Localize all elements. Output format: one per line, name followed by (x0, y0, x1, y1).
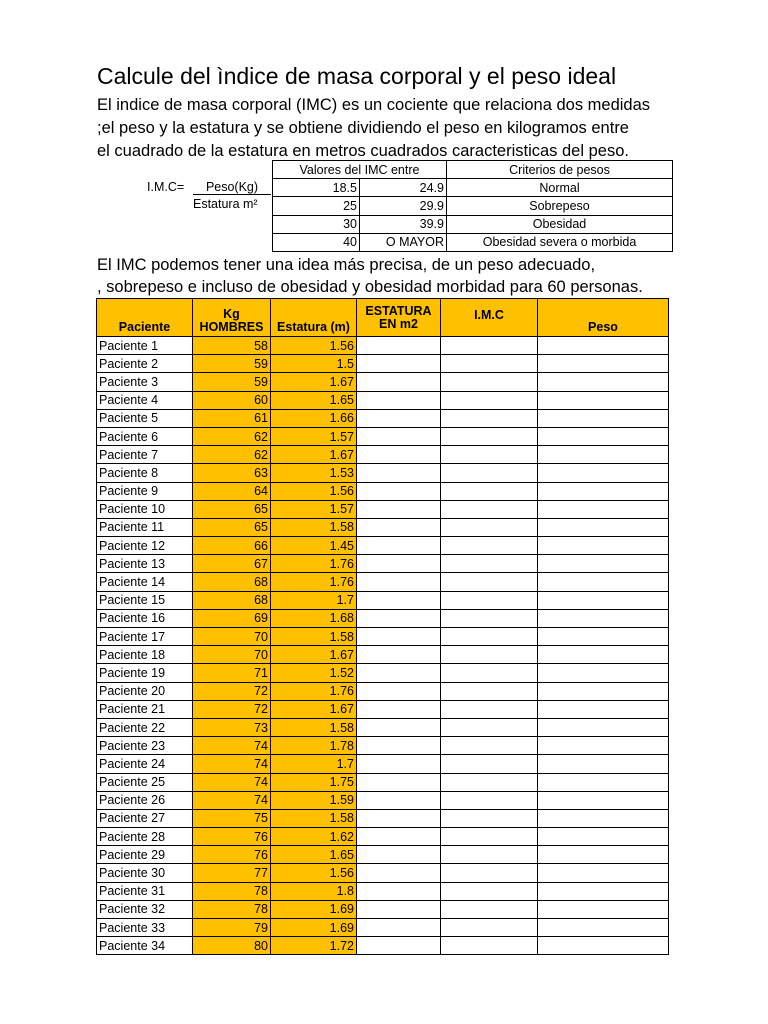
cell-paciente: Paciente 13 (97, 555, 193, 573)
cell-estatura-m2[interactable] (357, 700, 441, 718)
cell-imc[interactable] (441, 919, 538, 937)
cell-estatura: 1.78 (271, 737, 357, 755)
cell-peso[interactable] (538, 828, 669, 846)
cell-peso[interactable] (538, 882, 669, 900)
table-row (97, 555, 669, 573)
criteria-high: 24.9 (360, 179, 447, 197)
cell-paciente: Paciente 23 (97, 737, 193, 755)
cell-estatura-m2[interactable] (357, 591, 441, 609)
cell-paciente: Paciente 18 (97, 646, 193, 664)
table-row (97, 355, 669, 373)
table-row (97, 500, 669, 518)
cell-kg: 79 (193, 919, 271, 937)
cell-imc[interactable] (441, 646, 538, 664)
cell-imc[interactable] (441, 518, 538, 536)
cell-paciente: Paciente 26 (97, 791, 193, 809)
cell-peso[interactable] (538, 573, 669, 591)
criteria-low: 30 (273, 215, 360, 233)
cell-imc[interactable] (441, 537, 538, 555)
cell-kg: 70 (193, 628, 271, 646)
table-row (97, 591, 669, 609)
table-row (97, 791, 669, 809)
criteria-label: Obesidad (447, 215, 673, 233)
cell-peso[interactable] (538, 937, 669, 955)
cell-estatura: 1.52 (271, 664, 357, 682)
cell-peso[interactable] (538, 609, 669, 627)
cell-paciente: Paciente 33 (97, 919, 193, 937)
cell-kg: 65 (193, 518, 271, 536)
cell-peso[interactable] (538, 718, 669, 736)
patients-table (96, 298, 669, 955)
cell-peso[interactable] (538, 409, 669, 427)
criteria-header-row (273, 161, 673, 179)
cell-imc[interactable] (441, 628, 538, 646)
cell-estatura: 1.57 (271, 427, 357, 445)
cell-paciente: Paciente 28 (97, 828, 193, 846)
criteria-criterion-header: Criterios de pesos (447, 161, 673, 179)
criteria-low: 25 (273, 197, 360, 215)
cell-estatura: 1.5 (271, 355, 357, 373)
cell-kg: 75 (193, 809, 271, 827)
cell-kg: 74 (193, 773, 271, 791)
cell-peso[interactable] (538, 628, 669, 646)
cell-peso[interactable] (538, 537, 669, 555)
table-row (97, 391, 669, 409)
cell-imc[interactable] (441, 828, 538, 846)
table-row (97, 737, 669, 755)
cell-imc[interactable] (441, 337, 538, 355)
cell-kg: 78 (193, 882, 271, 900)
cell-estatura: 1.69 (271, 919, 357, 937)
cell-estatura-m2[interactable] (357, 609, 441, 627)
cell-estatura: 1.72 (271, 937, 357, 955)
cell-peso[interactable] (538, 646, 669, 664)
criteria-row (273, 215, 673, 233)
cell-estatura: 1.65 (271, 846, 357, 864)
cell-estatura: 1.56 (271, 482, 357, 500)
intro-line-3: el cuadrado de la estatura en metros cuadrados caracteristicas del peso. (97, 142, 629, 160)
cell-paciente: Paciente 20 (97, 682, 193, 700)
formula-denominator: Estatura m² (193, 197, 258, 211)
cell-paciente: Paciente 16 (97, 609, 193, 627)
table-row (97, 919, 669, 937)
note-line-2: , sobrepeso e incluso de obesidad y obesidad morbidad para 60 personas. (97, 278, 643, 296)
table-row (97, 846, 669, 864)
cell-estatura-m2[interactable] (357, 828, 441, 846)
formula-numerator: Peso(Kg) (193, 180, 271, 195)
cell-imc[interactable] (441, 664, 538, 682)
cell-paciente: Paciente 3 (97, 373, 193, 391)
table-row (97, 900, 669, 918)
cell-estatura: 1.76 (271, 555, 357, 573)
cell-peso[interactable] (538, 591, 669, 609)
cell-peso[interactable] (538, 846, 669, 864)
cell-estatura-m2[interactable] (357, 900, 441, 918)
cell-kg: 64 (193, 482, 271, 500)
cell-peso[interactable] (538, 464, 669, 482)
table-row (97, 700, 669, 718)
cell-paciente: Paciente 5 (97, 409, 193, 427)
formula-lhs: I.M.C= (147, 180, 185, 194)
cell-paciente: Paciente 10 (97, 500, 193, 518)
cell-kg: 60 (193, 391, 271, 409)
criteria-low: 40 (273, 233, 360, 251)
cell-kg: 68 (193, 573, 271, 591)
cell-estatura: 1.67 (271, 373, 357, 391)
cell-kg: 62 (193, 427, 271, 445)
cell-paciente: Paciente 25 (97, 773, 193, 791)
table-row (97, 518, 669, 536)
cell-paciente: Paciente 14 (97, 573, 193, 591)
table-row (97, 482, 669, 500)
table-row (97, 937, 669, 955)
page-title: Calcule del ìndice de masa corporal y el peso ideal (97, 63, 617, 89)
cell-imc[interactable] (441, 809, 538, 827)
cell-peso[interactable] (538, 900, 669, 918)
cell-peso[interactable] (538, 518, 669, 536)
cell-peso[interactable] (538, 391, 669, 409)
cell-imc[interactable] (441, 555, 538, 573)
cell-kg: 61 (193, 409, 271, 427)
cell-estatura-m2[interactable] (357, 355, 441, 373)
cell-imc[interactable] (441, 427, 538, 445)
cell-estatura: 1.65 (271, 391, 357, 409)
cell-imc[interactable] (441, 900, 538, 918)
cell-imc[interactable] (441, 755, 538, 773)
cell-imc[interactable] (441, 573, 538, 591)
cell-peso[interactable] (538, 682, 669, 700)
cell-estatura-m2[interactable] (357, 337, 441, 355)
cell-peso[interactable] (538, 809, 669, 827)
cell-peso[interactable] (538, 482, 669, 500)
cell-peso[interactable] (538, 337, 669, 355)
cell-peso[interactable] (538, 373, 669, 391)
cell-paciente: Paciente 4 (97, 391, 193, 409)
cell-imc[interactable] (441, 355, 538, 373)
cell-peso[interactable] (538, 555, 669, 573)
cell-kg: 80 (193, 937, 271, 955)
cell-kg: 68 (193, 591, 271, 609)
cell-estatura-m2[interactable] (357, 846, 441, 864)
cell-estatura-m2[interactable] (357, 373, 441, 391)
cell-paciente: Paciente 15 (97, 591, 193, 609)
cell-peso[interactable] (538, 791, 669, 809)
cell-estatura-m2[interactable] (357, 882, 441, 900)
table-row (97, 828, 669, 846)
cell-estatura-m2[interactable] (357, 646, 441, 664)
cell-kg: 59 (193, 373, 271, 391)
cell-imc[interactable] (441, 391, 538, 409)
cell-peso[interactable] (538, 500, 669, 518)
intro-line-1: El indice de masa corporal (IMC) es un cociente que relaciona dos medidas (97, 96, 651, 114)
cell-estatura-m2[interactable] (357, 773, 441, 791)
cell-paciente: Paciente 24 (97, 755, 193, 773)
criteria-label: Normal (447, 179, 673, 197)
cell-imc[interactable] (441, 700, 538, 718)
criteria-label: Sobrepeso (447, 197, 673, 215)
cell-imc[interactable] (441, 682, 538, 700)
cell-imc[interactable] (441, 446, 538, 464)
cell-peso[interactable] (538, 664, 669, 682)
cell-imc[interactable] (441, 773, 538, 791)
cell-kg: 58 (193, 337, 271, 355)
cell-estatura-m2[interactable] (357, 464, 441, 482)
cell-imc[interactable] (441, 464, 538, 482)
criteria-high: 29.9 (360, 197, 447, 215)
patients-header-row (97, 299, 669, 337)
cell-estatura: 1.62 (271, 828, 357, 846)
cell-estatura: 1.58 (271, 518, 357, 536)
cell-estatura: 1.58 (271, 628, 357, 646)
table-row (97, 882, 669, 900)
intro-line-2: ;el peso y la estatura y se obtiene dividiendo el peso en kilogramos entre (97, 119, 629, 137)
cell-kg: 67 (193, 555, 271, 573)
cell-estatura: 1.56 (271, 337, 357, 355)
cell-estatura-m2[interactable] (357, 628, 441, 646)
criteria-row (273, 197, 673, 215)
cell-paciente: Paciente 9 (97, 482, 193, 500)
criteria-row (273, 179, 673, 197)
table-row (97, 337, 669, 355)
cell-estatura: 1.58 (271, 718, 357, 736)
cell-kg: 72 (193, 700, 271, 718)
cell-peso[interactable] (538, 446, 669, 464)
table-row (97, 373, 669, 391)
cell-estatura: 1.58 (271, 809, 357, 827)
cell-peso[interactable] (538, 737, 669, 755)
table-row (97, 664, 669, 682)
table-row (97, 573, 669, 591)
cell-kg: 72 (193, 682, 271, 700)
cell-peso[interactable] (538, 864, 669, 882)
cell-estatura-m2[interactable] (357, 864, 441, 882)
cell-kg: 77 (193, 864, 271, 882)
cell-estatura: 1.59 (271, 791, 357, 809)
cell-kg: 66 (193, 537, 271, 555)
cell-imc[interactable] (441, 409, 538, 427)
cell-estatura-m2[interactable] (357, 537, 441, 555)
cell-kg: 76 (193, 846, 271, 864)
table-row (97, 427, 669, 445)
cell-peso[interactable] (538, 355, 669, 373)
cell-peso[interactable] (538, 773, 669, 791)
cell-paciente: Paciente 11 (97, 518, 193, 536)
table-row (97, 464, 669, 482)
cell-estatura: 1.66 (271, 409, 357, 427)
cell-paciente: Paciente 8 (97, 464, 193, 482)
cell-paciente: Paciente 17 (97, 628, 193, 646)
cell-kg: 73 (193, 718, 271, 736)
cell-imc[interactable] (441, 591, 538, 609)
cell-estatura-m2[interactable] (357, 409, 441, 427)
cell-estatura: 1.56 (271, 864, 357, 882)
cell-estatura: 1.69 (271, 900, 357, 918)
cell-kg: 74 (193, 791, 271, 809)
header-paciente: Paciente (97, 299, 193, 337)
cell-estatura: 1.68 (271, 609, 357, 627)
cell-estatura-m2[interactable] (357, 500, 441, 518)
cell-paciente: Paciente 7 (97, 446, 193, 464)
cell-estatura-m2[interactable] (357, 937, 441, 955)
cell-imc[interactable] (441, 791, 538, 809)
cell-estatura-m2[interactable] (357, 573, 441, 591)
table-row (97, 773, 669, 791)
cell-peso[interactable] (538, 700, 669, 718)
cell-estatura: 1.67 (271, 646, 357, 664)
cell-estatura: 1.7 (271, 591, 357, 609)
header-peso: Peso (538, 299, 669, 337)
cell-paciente: Paciente 29 (97, 846, 193, 864)
criteria-high: 39.9 (360, 215, 447, 233)
cell-kg: 59 (193, 355, 271, 373)
cell-paciente: Paciente 21 (97, 700, 193, 718)
cell-imc[interactable] (441, 500, 538, 518)
cell-estatura: 1.76 (271, 682, 357, 700)
cell-paciente: Paciente 22 (97, 718, 193, 736)
cell-imc[interactable] (441, 718, 538, 736)
cell-kg: 69 (193, 609, 271, 627)
table-row (97, 718, 669, 736)
cell-estatura: 1.8 (271, 882, 357, 900)
cell-estatura: 1.57 (271, 500, 357, 518)
criteria-low: 18.5 (273, 179, 360, 197)
table-row (97, 682, 669, 700)
cell-imc[interactable] (441, 864, 538, 882)
cell-paciente: Paciente 31 (97, 882, 193, 900)
cell-kg: 65 (193, 500, 271, 518)
cell-paciente: Paciente 12 (97, 537, 193, 555)
cell-imc[interactable] (441, 737, 538, 755)
cell-imc[interactable] (441, 882, 538, 900)
cell-estatura-m2[interactable] (357, 682, 441, 700)
cell-imc[interactable] (441, 846, 538, 864)
cell-peso[interactable] (538, 919, 669, 937)
table-row (97, 446, 669, 464)
cell-paciente: Paciente 2 (97, 355, 193, 373)
cell-imc[interactable] (441, 937, 538, 955)
cell-estatura: 1.45 (271, 537, 357, 555)
criteria-values-header: Valores del IMC entre (273, 161, 447, 179)
cell-imc[interactable] (441, 609, 538, 627)
cell-imc[interactable] (441, 482, 538, 500)
header-imc: I.M.C (441, 299, 538, 337)
table-row (97, 537, 669, 555)
table-row (97, 809, 669, 827)
table-row (97, 864, 669, 882)
cell-estatura-m2[interactable] (357, 718, 441, 736)
header-kg: Kg HOMBRES (193, 299, 271, 337)
table-row (97, 609, 669, 627)
cell-peso[interactable] (538, 427, 669, 445)
cell-estatura: 1.75 (271, 773, 357, 791)
cell-estatura: 1.7 (271, 755, 357, 773)
table-row (97, 409, 669, 427)
cell-kg: 74 (193, 737, 271, 755)
cell-estatura: 1.76 (271, 573, 357, 591)
cell-estatura-m2[interactable] (357, 791, 441, 809)
cell-estatura-m2[interactable] (357, 427, 441, 445)
cell-kg: 70 (193, 646, 271, 664)
cell-estatura-m2[interactable] (357, 755, 441, 773)
table-row (97, 646, 669, 664)
criteria-row (273, 233, 673, 251)
cell-peso[interactable] (538, 755, 669, 773)
cell-imc[interactable] (441, 373, 538, 391)
header-estatura: Estatura (m) (271, 299, 357, 337)
cell-estatura: 1.67 (271, 446, 357, 464)
cell-estatura-m2[interactable] (357, 518, 441, 536)
cell-estatura-m2[interactable] (357, 391, 441, 409)
cell-paciente: Paciente 6 (97, 427, 193, 445)
cell-estatura-m2[interactable] (357, 919, 441, 937)
table-row (97, 628, 669, 646)
cell-paciente: Paciente 30 (97, 864, 193, 882)
cell-paciente: Paciente 34 (97, 937, 193, 955)
cell-kg: 71 (193, 664, 271, 682)
header-estatura-m2: ESTATURA EN m2 (357, 299, 441, 337)
cell-estatura: 1.67 (271, 700, 357, 718)
cell-paciente: Paciente 27 (97, 809, 193, 827)
cell-estatura-m2[interactable] (357, 446, 441, 464)
cell-kg: 78 (193, 900, 271, 918)
cell-estatura-m2[interactable] (357, 737, 441, 755)
cell-estatura: 1.53 (271, 464, 357, 482)
cell-estatura-m2[interactable] (357, 482, 441, 500)
cell-estatura-m2[interactable] (357, 809, 441, 827)
cell-estatura-m2[interactable] (357, 555, 441, 573)
cell-estatura-m2[interactable] (357, 664, 441, 682)
cell-kg: 63 (193, 464, 271, 482)
cell-paciente: Paciente 1 (97, 337, 193, 355)
criteria-high: O MAYOR (360, 233, 447, 251)
table-row (97, 755, 669, 773)
note-line-1: El IMC podemos tener una idea más precisa, de un peso adecuado, (97, 256, 596, 274)
cell-paciente: Paciente 32 (97, 900, 193, 918)
criteria-label: Obesidad severa o morbida (447, 233, 673, 251)
cell-paciente: Paciente 19 (97, 664, 193, 682)
cell-kg: 62 (193, 446, 271, 464)
cell-kg: 76 (193, 828, 271, 846)
cell-kg: 74 (193, 755, 271, 773)
imc-criteria-table (272, 160, 673, 252)
